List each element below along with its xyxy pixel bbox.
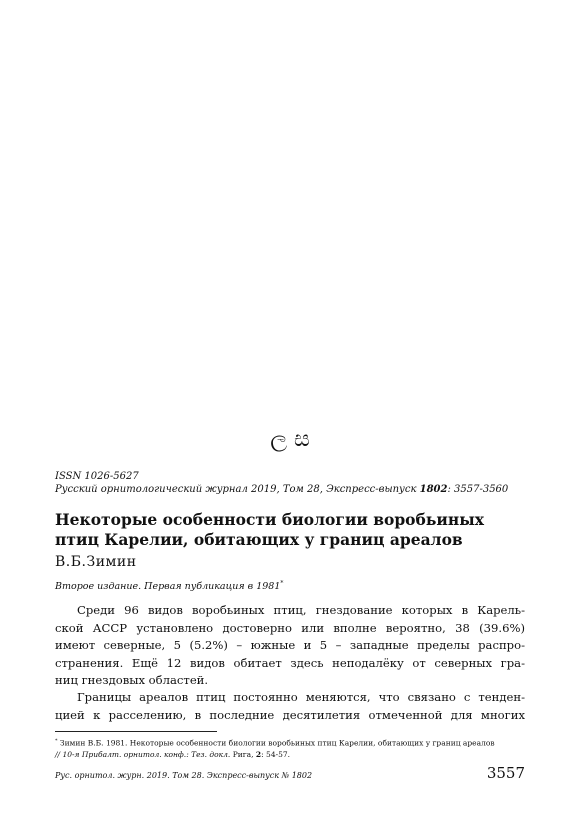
footnote-source: // 10-я Прибалт. орнитол. конф.: Тез. докл. xyxy=(55,749,231,759)
footnote-pages: : 54-57. xyxy=(261,749,291,759)
footnote-citation: Зимин В.Б. 1981. Некоторые особенности биологии воробьиных птиц Карелии, обитающих у границ ареалов xyxy=(59,738,495,748)
text-line: странения. Ещё 12 видов обитает здесь неподалёку от северных гра- xyxy=(55,655,525,670)
text-line: Среди 96 видов воробьиных птиц, гнездование которых в Карель- xyxy=(77,603,525,617)
journal-name: Русский орнитологический журнал 2019, Том 28, Экспресс-выпуск xyxy=(55,484,420,495)
footnote xyxy=(55,736,525,760)
article-title xyxy=(55,510,525,550)
body-paragraph-2 xyxy=(55,689,525,724)
edition-text: Второе издание. Первая публикация в 1981 xyxy=(55,581,281,593)
footnote-line-2 xyxy=(55,749,525,760)
text-line: ской АССР установлено достоверно или вполне вероятно, 38 (39.6%) xyxy=(55,620,525,635)
text-line: имеют северные, 5 (5.2%) – южные и 5 – западные пределы распро- xyxy=(55,638,525,653)
footnote-divider xyxy=(55,731,217,732)
edition-note xyxy=(55,577,525,593)
body-paragraph-1 xyxy=(55,602,525,690)
footnote-volume: 2 xyxy=(255,749,262,759)
running-footer xyxy=(55,770,312,782)
title-line-1: Некоторые особенности биологии воробьиных xyxy=(55,510,484,529)
title-line-2: птиц Карелии, обитающих у границ ареалов xyxy=(55,530,463,549)
page-range: : 3557-3560 xyxy=(447,484,509,495)
text-line: ниц гнездовых областей. xyxy=(55,673,209,688)
issue-number: 1802 xyxy=(419,484,448,495)
footnote-mark: * xyxy=(55,738,58,744)
issn-line: ISSN 1026-5627 xyxy=(55,471,139,482)
text-line: Границы ареалов птиц постоянно меняются, что связано с тенден- xyxy=(77,690,525,704)
footer-issue: 2019. Том 28. Экспресс-выпуск № 1802 xyxy=(144,771,313,780)
footnote-line-1 xyxy=(55,736,525,749)
page-number: 3557 xyxy=(486,764,525,782)
text-line: цией к расселению, в последние десятилетия отмеченной для многих xyxy=(55,707,525,722)
footnote-city: Рига, xyxy=(230,749,256,759)
fleuron-ornament: ල ස xyxy=(270,427,310,452)
footnote-marker: * xyxy=(280,580,284,587)
author-name: В.Б.Зимин xyxy=(55,554,137,570)
journal-citation xyxy=(55,483,525,497)
footer-journal: Рус. орнитол. журн. xyxy=(55,771,145,780)
